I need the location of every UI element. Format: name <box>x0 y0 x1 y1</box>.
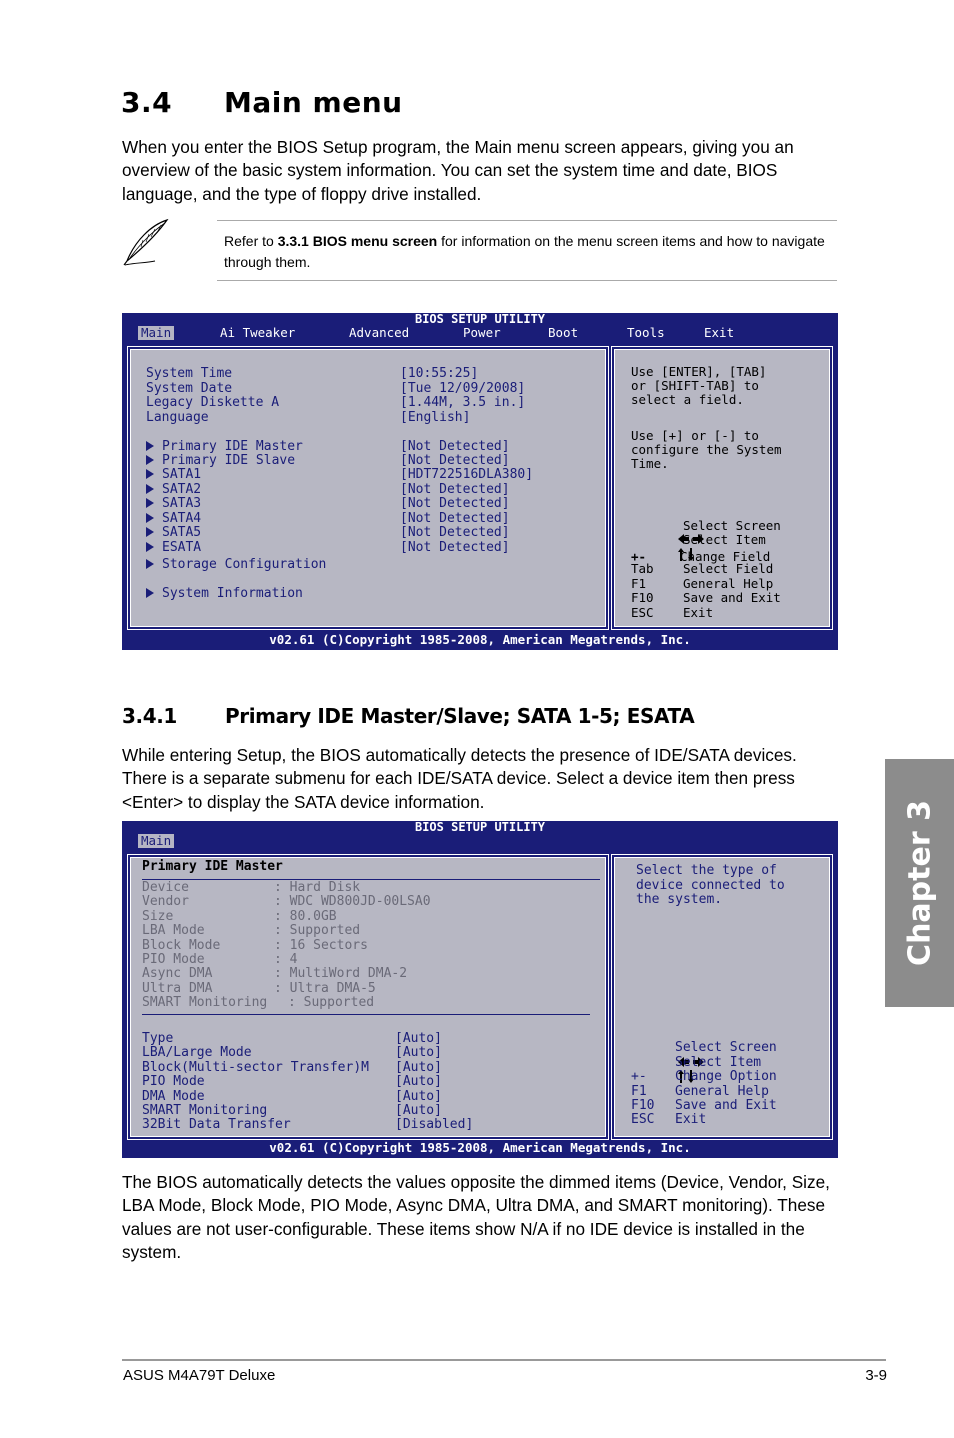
setting-lba-large-mode[interactable]: LBA/Large Mode <box>142 1045 252 1060</box>
key-f1: F1 <box>631 1084 647 1099</box>
bios-menu-bar <box>122 326 838 340</box>
menu-ai-tweaker[interactable]: Ai Tweaker <box>220 325 296 340</box>
key-desc-general-help: General Help <box>675 1084 769 1099</box>
info-value: : Supported <box>288 995 375 1010</box>
key-esc: ESC <box>631 605 654 620</box>
field-legacy-diskette[interactable]: Legacy Diskette A <box>146 395 280 410</box>
bios-main-screen <box>122 313 838 650</box>
info-value: : Supported <box>274 923 361 938</box>
help-line: Use [ENTER], [TAB] <box>631 364 767 379</box>
value-esata: [Not Detected] <box>400 540 510 555</box>
key-f10: F10 <box>631 590 654 605</box>
value-sata5: [Not Detected] <box>400 525 510 540</box>
submenu-esata[interactable]: ESATA <box>146 541 201 556</box>
note-divider-bottom <box>217 280 837 281</box>
bios-left-panel <box>127 854 609 1140</box>
info-value: : 4 <box>274 952 298 967</box>
chapter-tab: Chapter 3 <box>885 759 954 1007</box>
key-desc-select-item: Select Item <box>675 1055 762 1070</box>
setting-dma-mode[interactable]: DMA Mode <box>142 1089 205 1104</box>
value-sata2: [Not Detected] <box>400 482 510 497</box>
value-sata1: [HDT722516DLA380] <box>400 467 534 482</box>
menu-main[interactable]: Main <box>138 326 174 340</box>
bios-ide-screen <box>122 821 838 1158</box>
footer-divider <box>122 1359 886 1361</box>
info-value: : 80.0GB <box>274 909 337 924</box>
submenu-sata1[interactable]: SATA1 <box>146 468 201 483</box>
intro-paragraph: When you enter the BIOS Setup program, the Main menu screen appears, giving you an overview of the basic system information. You can set the system time and date, BIOS language, and the type of floppy drive installed. <box>122 137 794 204</box>
submenu-arrow-icon <box>146 469 154 479</box>
key-f1: F1 <box>631 576 647 591</box>
key-desc-change-option: Change Option <box>675 1069 777 1084</box>
setting-value[interactable]: [Auto] <box>395 1089 442 1104</box>
note-text: Refer to 3.3.1 BIOS menu screen for information on the menu screen items and how to navigate through them. <box>224 233 825 270</box>
info-label: LBA Mode <box>142 923 205 938</box>
info-label: Ultra DMA <box>142 981 213 996</box>
value-legacy-diskette[interactable]: [1.44M, 3.5 in.] <box>400 395 526 410</box>
key-desc-select-item: Select Item <box>683 532 766 547</box>
key-desc-select-screen: Select Screen <box>675 1040 777 1055</box>
key-plus-minus: +- <box>631 1069 647 1084</box>
footer-page-number: 3-9 <box>865 1367 887 1384</box>
info-label: Block Mode <box>142 938 221 953</box>
info-value: : WDC WD800JD-00LSA0 <box>274 894 431 909</box>
info-label: Device <box>142 880 189 895</box>
submenu-arrow-icon <box>146 455 154 465</box>
submenu-primary-ide-master[interactable]: Primary IDE Master <box>146 440 303 455</box>
value-primary-ide-master: [Not Detected] <box>400 439 510 454</box>
submenu-arrow-icon <box>146 498 154 508</box>
menu-advanced[interactable]: Advanced <box>349 325 410 340</box>
footer-product-name: ASUS M4A79T Deluxe <box>123 1367 276 1384</box>
info-value: : Ultra DMA-5 <box>274 981 376 996</box>
heading-divider <box>142 879 600 880</box>
submenu-arrow-icon <box>146 513 154 523</box>
menu-main[interactable]: Main <box>138 834 174 848</box>
setting-type[interactable]: Type <box>142 1031 174 1046</box>
value-language[interactable]: [English] <box>400 410 471 425</box>
key-desc-exit: Exit <box>683 605 714 620</box>
setting-value[interactable]: [Disabled] <box>395 1117 474 1132</box>
key-tab: Tab <box>631 561 654 576</box>
submenu-arrow-icon <box>146 441 154 451</box>
setting-value[interactable]: [Auto] <box>395 1074 442 1089</box>
submenu-arrow-icon <box>146 588 154 598</box>
value-primary-ide-slave: [Not Detected] <box>400 453 510 468</box>
key-desc-general-help: General Help <box>683 576 774 591</box>
info-value: : MultiWord DMA-2 <box>274 966 408 981</box>
menu-tools[interactable]: Tools <box>627 325 665 340</box>
submenu-heading: Primary IDE Master <box>142 859 283 874</box>
setting-value[interactable]: [Auto] <box>395 1031 442 1046</box>
field-language[interactable]: Language <box>146 410 209 425</box>
section-title: 3.4 Main menu <box>121 86 403 119</box>
setting-smart-monitoring[interactable]: SMART Monitoring <box>142 1103 268 1118</box>
key-desc-change-field: Change Field <box>680 549 771 564</box>
setting-block-mode[interactable]: Block(Multi-sector Transfer)M <box>142 1060 369 1075</box>
info-label: Vendor <box>142 894 189 909</box>
bios-copyright: v02.61 (C)Copyright 1985-2008, American Megatrends, Inc. <box>269 632 691 647</box>
subsection-title: 3.4.1 Primary IDE Master/Slave; SATA 1-5; ESATA <box>122 704 695 728</box>
info-label: PIO Mode <box>142 952 205 967</box>
submenu-sata4[interactable]: SATA4 <box>146 512 201 527</box>
submenu-sata5[interactable]: SATA5 <box>146 526 201 541</box>
setting-32bit-transfer[interactable]: 32Bit Data Transfer <box>142 1117 291 1132</box>
submenu-arrow-icon <box>146 527 154 537</box>
menu-exit[interactable]: Exit <box>704 325 735 340</box>
bios-copyright: v02.61 (C)Copyright 1985-2008, American Megatrends, Inc. <box>269 1140 691 1155</box>
value-sata4: [Not Detected] <box>400 511 510 526</box>
help-line: Use [+] or [-] to <box>631 428 759 443</box>
submenu-system-information[interactable]: System Information <box>146 587 303 602</box>
key-desc-select-field: Select Field <box>683 561 774 576</box>
value-system-date[interactable]: [Tue 12/09/2008] <box>400 381 526 396</box>
submenu-storage-configuration[interactable]: Storage Configuration <box>146 558 326 573</box>
setting-value[interactable]: [Auto] <box>395 1060 442 1075</box>
menu-power[interactable]: Power <box>463 325 501 340</box>
submenu-sata2[interactable]: SATA2 <box>146 483 201 498</box>
help-line: configure the System <box>631 442 782 457</box>
bios-help-panel <box>611 854 833 1140</box>
bios-help-panel <box>611 346 833 630</box>
bios-menu-bar <box>122 834 838 848</box>
key-plus-minus: +- <box>631 549 647 564</box>
info-value: : Hard Disk <box>274 880 361 895</box>
bios-title: BIOS SETUP UTILITY <box>414 312 546 326</box>
submenu-arrow-icon <box>146 484 154 494</box>
detection-paragraph: The BIOS automatically detects the values opposite the dimmed items (Device, Vendor, Size, LBA Mode, Block Mode, PIO Mode, Async DMA, Ultra DMA, and SMART monitoring). These values are not user-configurable. These items show N/A if no IDE device is installed in the system. <box>122 1172 830 1262</box>
note-link-text: 3.3.1 BIOS menu screen <box>277 233 438 249</box>
bios-left-panel <box>127 346 609 630</box>
setting-value[interactable]: [Auto] <box>395 1103 442 1118</box>
submenu-sata3[interactable]: SATA3 <box>146 497 201 512</box>
help-line: or [SHIFT-TAB] to <box>631 378 759 393</box>
menu-boot[interactable]: Boot <box>548 325 579 340</box>
help-line: Select the type of <box>636 863 777 878</box>
bios-title: BIOS SETUP UTILITY <box>414 820 546 834</box>
help-line: Time. <box>631 456 669 471</box>
info-value: : 16 Sectors <box>274 938 368 953</box>
help-line: the system. <box>636 892 723 907</box>
info-label: SMART Monitoring <box>142 995 268 1010</box>
ide-paragraph: While entering Setup, the BIOS automatically detects the presence of IDE/SATA devices. There is a separate submenu for each IDE/SATA device. Select a device item then press <Enter> to display the SATA device information. <box>122 745 797 812</box>
help-line: device connected to <box>636 878 785 893</box>
key-desc-exit: Exit <box>675 1112 707 1127</box>
help-line: select a field. <box>631 392 744 407</box>
key-desc-save-exit: Save and Exit <box>675 1098 777 1113</box>
value-sata3: [Not Detected] <box>400 496 510 511</box>
note-divider-top <box>217 220 837 221</box>
key-f10: F10 <box>631 1098 655 1113</box>
setting-pio-mode[interactable]: PIO Mode <box>142 1074 205 1089</box>
key-esc: ESC <box>631 1112 655 1127</box>
key-desc-save-exit: Save and Exit <box>683 590 781 605</box>
field-system-date[interactable]: System Date <box>146 381 233 396</box>
key-desc-select-screen: Select Screen <box>683 518 781 533</box>
value-system-time[interactable]: [10:55:25] <box>400 366 479 381</box>
info-divider <box>142 1014 590 1015</box>
info-label: Async DMA <box>142 966 213 981</box>
submenu-arrow-icon <box>146 559 154 569</box>
setting-value[interactable]: [Auto] <box>395 1045 442 1060</box>
info-label: Size <box>142 909 174 924</box>
field-system-time[interactable]: System Time <box>146 366 233 381</box>
note-pen-icon <box>121 217 173 267</box>
submenu-arrow-icon <box>146 542 154 552</box>
submenu-primary-ide-slave[interactable]: Primary IDE Slave <box>146 454 295 469</box>
